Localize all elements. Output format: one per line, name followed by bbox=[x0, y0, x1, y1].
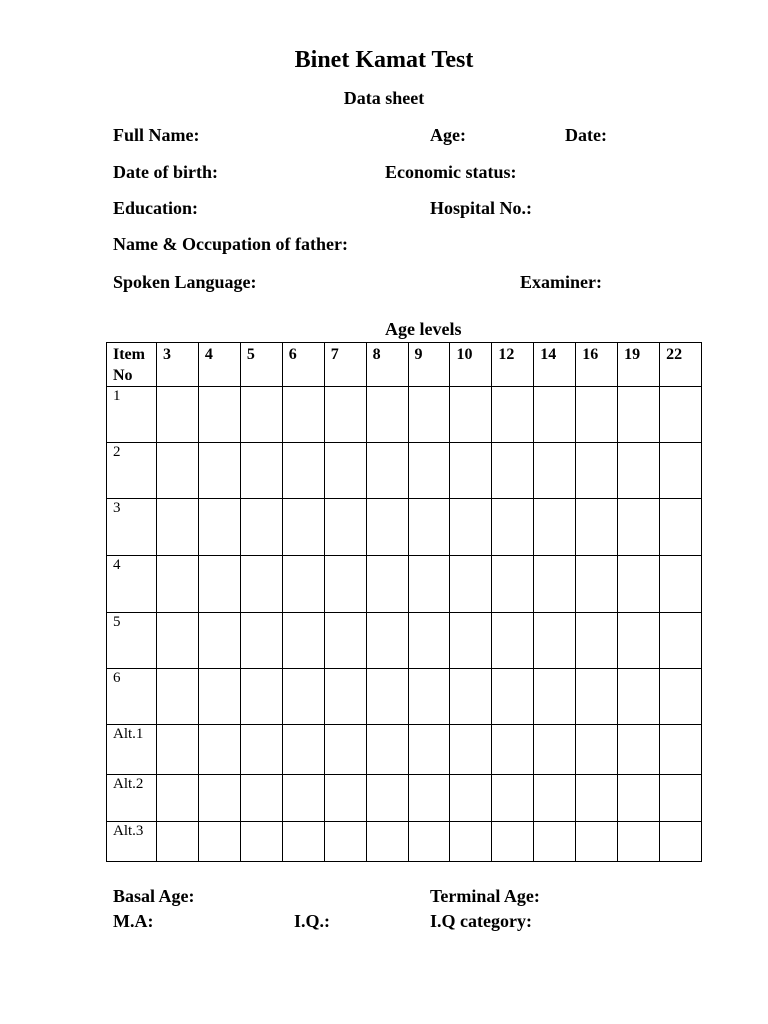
score-cell[interactable] bbox=[157, 725, 199, 775]
score-cell[interactable] bbox=[576, 725, 618, 775]
item-number-cell: 1 bbox=[107, 387, 157, 443]
score-cell[interactable] bbox=[198, 613, 240, 669]
score-cell[interactable] bbox=[240, 613, 282, 669]
score-cell[interactable] bbox=[282, 556, 324, 613]
table-row bbox=[107, 556, 702, 613]
score-cell[interactable] bbox=[660, 499, 702, 556]
score-cell[interactable] bbox=[324, 443, 366, 499]
score-cell[interactable] bbox=[198, 443, 240, 499]
age-level-header: 19 bbox=[618, 343, 660, 387]
score-cell[interactable] bbox=[492, 822, 534, 862]
full-name-label: Full Name: bbox=[113, 125, 200, 145]
age-level-header: 5 bbox=[240, 343, 282, 387]
iq-category-label: I.Q category: bbox=[430, 911, 532, 931]
score-cell[interactable] bbox=[282, 387, 324, 443]
age-level-header: 7 bbox=[324, 343, 366, 387]
score-cell[interactable] bbox=[157, 822, 199, 862]
score-cell[interactable] bbox=[366, 613, 408, 669]
score-cell[interactable] bbox=[198, 725, 240, 775]
score-cell[interactable] bbox=[618, 775, 660, 822]
score-cell[interactable] bbox=[492, 725, 534, 775]
score-cell[interactable] bbox=[618, 387, 660, 443]
score-cell[interactable] bbox=[282, 669, 324, 725]
score-cell[interactable] bbox=[366, 443, 408, 499]
document-subtitle: Data sheet bbox=[343, 88, 425, 108]
score-cell[interactable] bbox=[157, 775, 199, 822]
terminal-age-label: Terminal Age: bbox=[430, 886, 540, 906]
score-cell[interactable] bbox=[282, 775, 324, 822]
score-cell[interactable] bbox=[408, 725, 450, 775]
age-levels-caption: Age levels bbox=[385, 319, 462, 339]
score-cell[interactable] bbox=[450, 775, 492, 822]
score-cell[interactable] bbox=[660, 669, 702, 725]
spoken-language-label: Spoken Language: bbox=[113, 272, 257, 292]
score-cell[interactable] bbox=[408, 669, 450, 725]
score-cell[interactable] bbox=[240, 669, 282, 725]
table-row bbox=[107, 775, 702, 822]
score-cell[interactable] bbox=[660, 387, 702, 443]
score-cell[interactable] bbox=[534, 725, 576, 775]
score-cell[interactable] bbox=[660, 775, 702, 822]
score-cell[interactable] bbox=[157, 669, 199, 725]
score-cell[interactable] bbox=[157, 556, 199, 613]
item-number-cell: Alt.2 bbox=[107, 775, 157, 822]
score-cell[interactable] bbox=[366, 822, 408, 862]
score-cell[interactable] bbox=[450, 669, 492, 725]
score-cell[interactable] bbox=[576, 499, 618, 556]
item-number-cell: 3 bbox=[107, 499, 157, 556]
date-label: Date: bbox=[565, 125, 607, 145]
score-cell[interactable] bbox=[618, 499, 660, 556]
table-row bbox=[107, 443, 702, 499]
score-cell[interactable] bbox=[618, 613, 660, 669]
score-cell[interactable] bbox=[198, 669, 240, 725]
score-cell[interactable] bbox=[240, 725, 282, 775]
table-row bbox=[107, 387, 702, 443]
score-cell[interactable] bbox=[534, 669, 576, 725]
score-cell[interactable] bbox=[618, 669, 660, 725]
score-cell[interactable] bbox=[366, 775, 408, 822]
economic-status-label: Economic status: bbox=[385, 162, 517, 182]
item-no-header bbox=[107, 343, 157, 387]
father-label: Name & Occupation of father: bbox=[113, 234, 348, 254]
score-cell[interactable] bbox=[450, 556, 492, 613]
score-cell[interactable] bbox=[450, 613, 492, 669]
score-cell[interactable] bbox=[450, 499, 492, 556]
score-cell[interactable] bbox=[408, 613, 450, 669]
score-cell[interactable] bbox=[198, 556, 240, 613]
score-cell[interactable] bbox=[366, 725, 408, 775]
age-level-header: 8 bbox=[366, 343, 408, 387]
item-number-cell: 2 bbox=[107, 443, 157, 499]
table-row bbox=[107, 499, 702, 556]
item-number-cell: Alt.1 bbox=[107, 725, 157, 775]
score-cell[interactable] bbox=[492, 556, 534, 613]
score-cell[interactable] bbox=[366, 669, 408, 725]
score-cell[interactable] bbox=[660, 443, 702, 499]
document-title: Binet Kamat Test bbox=[294, 47, 474, 73]
score-cell[interactable] bbox=[324, 499, 366, 556]
score-cell[interactable] bbox=[576, 822, 618, 862]
age-level-header: 4 bbox=[198, 343, 240, 387]
score-cell[interactable] bbox=[157, 613, 199, 669]
score-cell[interactable] bbox=[492, 613, 534, 669]
score-cell[interactable] bbox=[198, 822, 240, 862]
table-row bbox=[107, 613, 702, 669]
score-cell[interactable] bbox=[282, 822, 324, 862]
score-cell[interactable] bbox=[450, 443, 492, 499]
score-cell[interactable] bbox=[408, 556, 450, 613]
table-header-row bbox=[107, 343, 702, 387]
date-of-birth-label: Date of birth: bbox=[113, 162, 218, 182]
score-cell[interactable] bbox=[324, 669, 366, 725]
score-cell[interactable] bbox=[240, 822, 282, 862]
score-cell[interactable] bbox=[534, 499, 576, 556]
score-cell[interactable] bbox=[198, 499, 240, 556]
table-row bbox=[107, 822, 702, 862]
score-cell[interactable] bbox=[408, 443, 450, 499]
score-cell[interactable] bbox=[576, 556, 618, 613]
table-row bbox=[107, 669, 702, 725]
basal-age-label: Basal Age: bbox=[113, 886, 195, 906]
score-cell[interactable] bbox=[618, 822, 660, 862]
score-cell[interactable] bbox=[240, 775, 282, 822]
score-cell[interactable] bbox=[282, 443, 324, 499]
score-cell[interactable] bbox=[324, 387, 366, 443]
score-cell[interactable] bbox=[576, 613, 618, 669]
score-cell[interactable] bbox=[282, 613, 324, 669]
score-cell[interactable] bbox=[157, 443, 199, 499]
score-cell[interactable] bbox=[408, 822, 450, 862]
score-cell[interactable] bbox=[240, 443, 282, 499]
education-label: Education: bbox=[113, 198, 199, 218]
no-header-text: No bbox=[113, 367, 133, 384]
score-cell[interactable] bbox=[576, 669, 618, 725]
score-cell[interactable] bbox=[282, 499, 324, 556]
score-cell[interactable] bbox=[408, 499, 450, 556]
score-cell[interactable] bbox=[492, 443, 534, 499]
age-label: Age: bbox=[430, 125, 466, 145]
score-cell[interactable] bbox=[157, 499, 199, 556]
score-cell[interactable] bbox=[324, 822, 366, 862]
score-cell[interactable] bbox=[492, 775, 534, 822]
score-cell[interactable] bbox=[660, 822, 702, 862]
item-header-text: Item bbox=[113, 346, 145, 363]
age-level-header: 6 bbox=[282, 343, 324, 387]
score-cell[interactable] bbox=[198, 387, 240, 443]
score-cell[interactable] bbox=[408, 387, 450, 443]
score-cell[interactable] bbox=[576, 775, 618, 822]
age-level-header: 16 bbox=[576, 343, 618, 387]
ma-label: M.A: bbox=[113, 911, 154, 931]
item-number-cell: Alt.3 bbox=[107, 822, 157, 862]
score-cell[interactable] bbox=[618, 443, 660, 499]
score-cell[interactable] bbox=[576, 443, 618, 499]
score-cell[interactable] bbox=[198, 775, 240, 822]
score-cell[interactable] bbox=[282, 725, 324, 775]
score-cell[interactable] bbox=[157, 387, 199, 443]
age-level-header: 14 bbox=[534, 343, 576, 387]
age-level-header: 10 bbox=[450, 343, 492, 387]
score-cell[interactable] bbox=[324, 556, 366, 613]
score-cell[interactable] bbox=[576, 387, 618, 443]
score-cell[interactable] bbox=[534, 613, 576, 669]
score-cell[interactable] bbox=[534, 556, 576, 613]
age-level-header: 12 bbox=[492, 343, 534, 387]
score-cell[interactable] bbox=[660, 613, 702, 669]
score-cell[interactable] bbox=[240, 499, 282, 556]
score-cell[interactable] bbox=[492, 669, 534, 725]
score-cell[interactable] bbox=[534, 443, 576, 499]
score-cell[interactable] bbox=[366, 556, 408, 613]
item-number-cell: 4 bbox=[107, 556, 157, 613]
score-cell[interactable] bbox=[618, 725, 660, 775]
score-cell[interactable] bbox=[240, 556, 282, 613]
score-cell[interactable] bbox=[618, 556, 660, 613]
score-cell[interactable] bbox=[534, 387, 576, 443]
age-level-header: 9 bbox=[408, 343, 450, 387]
score-cell[interactable] bbox=[660, 556, 702, 613]
score-cell[interactable] bbox=[660, 725, 702, 775]
iq-label: I.Q.: bbox=[294, 911, 330, 931]
score-cell[interactable] bbox=[450, 822, 492, 862]
item-number-cell: 5 bbox=[107, 613, 157, 669]
score-cell[interactable] bbox=[534, 822, 576, 862]
age-level-header: 22 bbox=[660, 343, 702, 387]
item-number-cell: 6 bbox=[107, 669, 157, 725]
score-cell[interactable] bbox=[324, 613, 366, 669]
score-cell[interactable] bbox=[240, 387, 282, 443]
score-cell[interactable] bbox=[492, 387, 534, 443]
score-cell[interactable] bbox=[324, 725, 366, 775]
score-cell[interactable] bbox=[450, 725, 492, 775]
score-cell[interactable] bbox=[324, 775, 366, 822]
score-cell[interactable] bbox=[366, 387, 408, 443]
score-cell[interactable] bbox=[366, 499, 408, 556]
age-level-header: 3 bbox=[157, 343, 199, 387]
score-cell[interactable] bbox=[492, 499, 534, 556]
table-row bbox=[107, 725, 702, 775]
scoring-table bbox=[106, 342, 702, 862]
score-cell[interactable] bbox=[450, 387, 492, 443]
score-cell[interactable] bbox=[534, 775, 576, 822]
hospital-no-label: Hospital No.: bbox=[430, 198, 533, 218]
examiner-label: Examiner: bbox=[520, 272, 602, 292]
score-cell[interactable] bbox=[408, 775, 450, 822]
